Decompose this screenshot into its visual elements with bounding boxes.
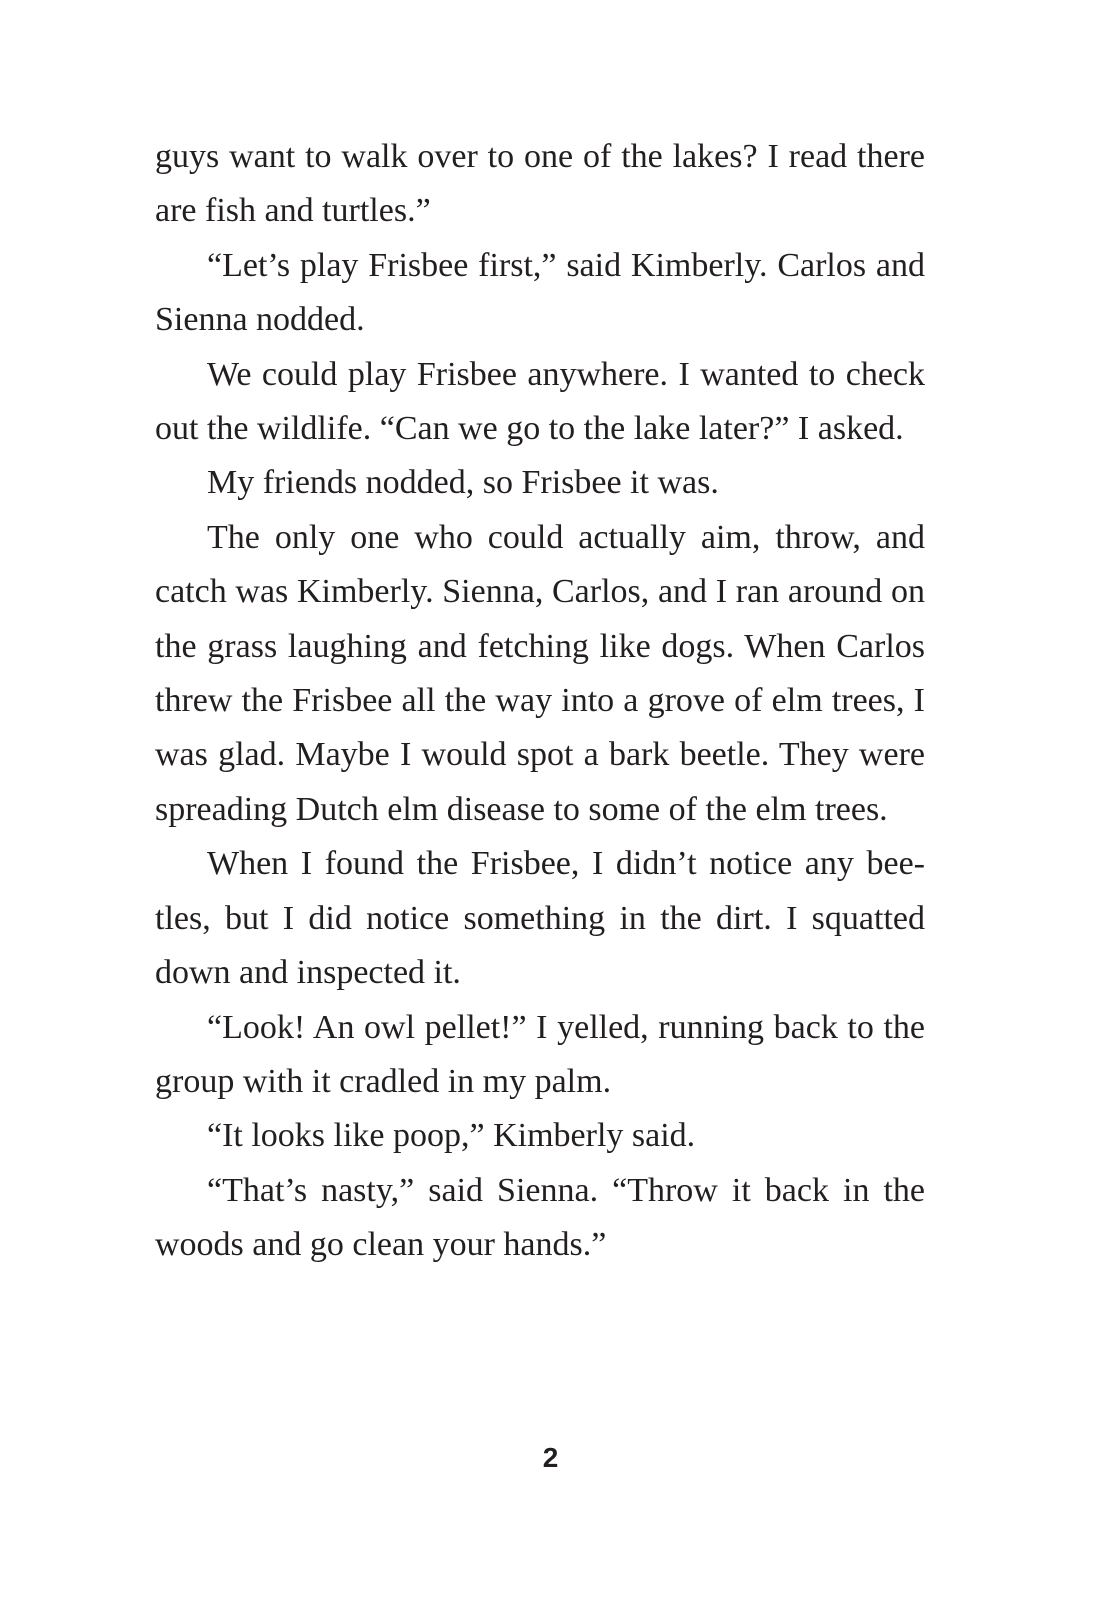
paragraph: “Let’s play Frisbee first,” said Kimberly. Carlos and Sienna nodded.: [155, 246, 925, 339]
paragraph: “Look! An owl pellet!” I yelled, running back to the group with it cradled in my palm.: [155, 1008, 925, 1100]
paragraph: “That’s nasty,” said Sienna. “Throw it back in the woods and go clean your hands.”: [155, 1171, 925, 1264]
body-text: [155, 130, 925, 1273]
paragraph: We could play Frisbee anywhere. I wanted to check out the wildlife. “Can we go to the lake later?” I asked.: [155, 355, 925, 448]
paragraph: When I found the Frisbee, I didn’t notice any bee-tles, but I did notice something in the dirt. I squatted down and inspected it.: [155, 845, 925, 992]
paragraph: My friends nodded, so Frisbee it was.: [207, 464, 719, 502]
paragraph: guys want to walk over to one of the lakes? I read there are fish and turtles.”: [155, 138, 925, 230]
paragraph: “It looks like poop,” Kimberly said.: [207, 1117, 696, 1155]
page-number: 2: [542, 1442, 559, 1473]
paragraph: The only one who could actually aim, throw, and catch was Kimberly. Sienna, Carlos, and I ran around on the grass laughing and fetching like dogs. When Carlos threw the Frisbee all the way into a grove of elm trees, I was glad. Maybe I would spot a bark beetle. They were spreading Dutch elm disease to some of the elm trees.: [155, 518, 925, 828]
